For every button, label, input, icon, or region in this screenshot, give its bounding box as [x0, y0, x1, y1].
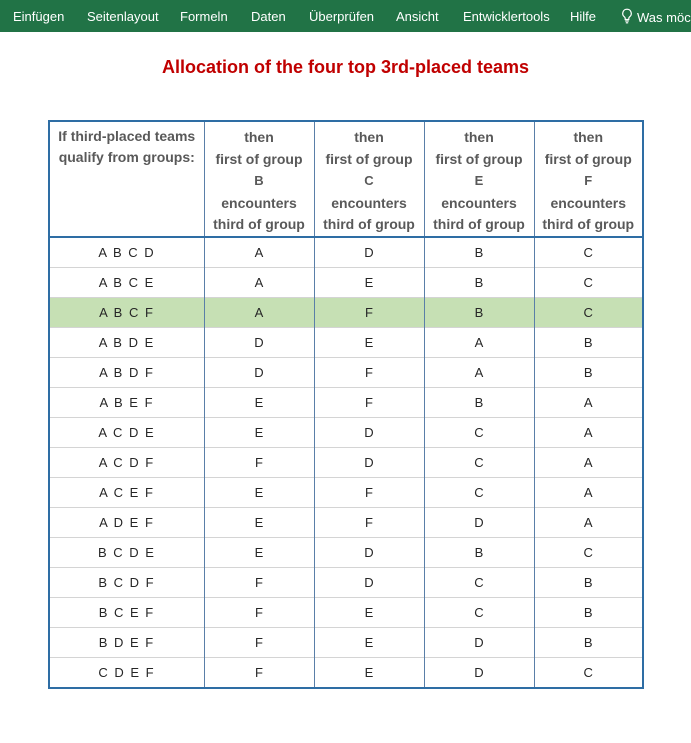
col-f-cell[interactable]: B: [534, 628, 643, 658]
col-f-cell[interactable]: B: [534, 568, 643, 598]
col-b-cell[interactable]: F: [204, 568, 314, 598]
groups-cell[interactable]: A C E F: [49, 478, 204, 508]
col-c-cell[interactable]: D: [314, 448, 424, 478]
header-col-b[interactable]: [204, 121, 314, 237]
groups-cell[interactable]: A B E F: [49, 388, 204, 418]
groups-cell[interactable]: A B D F: [49, 358, 204, 388]
header-first-of-group: first of group: [325, 151, 413, 167]
allocation-table: [48, 120, 644, 689]
groups-cell[interactable]: A D E F: [49, 508, 204, 538]
col-e-cell[interactable]: C: [424, 568, 534, 598]
col-e-cell[interactable]: A: [424, 328, 534, 358]
header-group-letter: C: [364, 173, 374, 188]
col-e-cell[interactable]: C: [424, 418, 534, 448]
col-b-cell[interactable]: E: [204, 388, 314, 418]
table-row: [49, 478, 643, 508]
tab-formeln[interactable]: Formeln: [180, 9, 228, 24]
col-e-cell[interactable]: C: [424, 598, 534, 628]
header-groups[interactable]: [49, 121, 204, 237]
col-e-cell[interactable]: B: [424, 237, 534, 268]
tab-daten[interactable]: Daten: [251, 9, 286, 24]
col-f-cell[interactable]: C: [534, 298, 643, 328]
header-encounters: encounters: [441, 195, 517, 211]
col-b-cell[interactable]: E: [204, 508, 314, 538]
tab-seitenlayout[interactable]: Seitenlayout: [87, 9, 159, 24]
header-then: then: [464, 129, 494, 145]
col-c-cell[interactable]: F: [314, 388, 424, 418]
col-c-cell[interactable]: F: [314, 358, 424, 388]
col-b-cell[interactable]: A: [204, 298, 314, 328]
col-e-cell[interactable]: B: [424, 538, 534, 568]
header-group-letter: E: [474, 173, 484, 188]
header-groups-line2: qualify from groups:: [58, 149, 195, 165]
col-c-cell[interactable]: F: [314, 508, 424, 538]
header-groups-line1: If third-placed teams: [58, 128, 196, 144]
header-col-f[interactable]: [534, 121, 643, 237]
tab-einfuegen[interactable]: Einfügen: [13, 9, 65, 24]
col-e-cell[interactable]: A: [424, 358, 534, 388]
header-encounters: encounters: [550, 195, 626, 211]
table-row: [49, 298, 643, 328]
groups-cell[interactable]: B D E F: [49, 628, 204, 658]
header-then: then: [354, 129, 384, 145]
ribbon-tab-bar: [0, 0, 691, 32]
col-b-cell[interactable]: E: [204, 418, 314, 448]
header-encounters: encounters: [331, 195, 407, 211]
header-first-of-group: first of group: [544, 151, 632, 167]
header-third-of-group: third of group: [323, 216, 415, 232]
col-f-cell[interactable]: B: [534, 328, 643, 358]
col-e-cell[interactable]: D: [424, 658, 534, 689]
col-f-cell[interactable]: A: [534, 388, 643, 418]
groups-cell[interactable]: B C D E: [49, 538, 204, 568]
sheet-title: Allocation of the four top 3rd-placed teams: [161, 57, 530, 77]
groups-cell[interactable]: B C D F: [49, 568, 204, 598]
col-b-cell[interactable]: F: [204, 658, 314, 689]
col-c-cell[interactable]: E: [314, 628, 424, 658]
col-c-cell[interactable]: E: [314, 658, 424, 689]
col-f-cell[interactable]: A: [534, 508, 643, 538]
header-col-c[interactable]: [314, 121, 424, 237]
col-f-cell[interactable]: B: [534, 598, 643, 628]
tab-hilfe[interactable]: Hilfe: [570, 9, 597, 24]
header-encounters: encounters: [221, 195, 297, 211]
col-b-cell[interactable]: E: [204, 538, 314, 568]
table-row: [49, 268, 643, 298]
col-f-cell[interactable]: C: [534, 268, 643, 298]
header-third-of-group: third of group: [213, 216, 305, 232]
groups-cell[interactable]: A C D F: [49, 448, 204, 478]
col-e-cell[interactable]: B: [424, 268, 534, 298]
tell-me-box[interactable]: [621, 8, 691, 25]
header-first-of-group: first of group: [215, 151, 303, 167]
header-col-e[interactable]: [424, 121, 534, 237]
groups-cell[interactable]: A B D E: [49, 328, 204, 358]
col-f-cell[interactable]: C: [534, 538, 643, 568]
table-row: [49, 418, 643, 448]
col-b-cell[interactable]: F: [204, 448, 314, 478]
col-b-cell[interactable]: F: [204, 628, 314, 658]
col-b-cell[interactable]: D: [204, 328, 314, 358]
table-row: [49, 568, 643, 598]
header-then: then: [573, 129, 604, 145]
tell-me-text: Was möc: [637, 10, 691, 25]
col-f-cell[interactable]: B: [534, 358, 643, 388]
col-e-cell[interactable]: D: [424, 508, 534, 538]
header-group-letter: F: [584, 173, 593, 188]
col-e-cell[interactable]: D: [424, 628, 534, 658]
table-row: [49, 388, 643, 418]
col-f-cell[interactable]: A: [534, 478, 643, 508]
lightbulb-icon: [621, 8, 633, 24]
col-c-cell[interactable]: E: [314, 268, 424, 298]
col-b-cell[interactable]: A: [204, 268, 314, 298]
tab-ueberpruefen[interactable]: Überprüfen: [309, 9, 375, 24]
table-row: [49, 628, 643, 658]
col-c-cell[interactable]: E: [314, 328, 424, 358]
header-third-of-group: third of group: [433, 216, 525, 232]
header-row: [49, 121, 643, 237]
table-row: [49, 598, 643, 628]
groups-cell[interactable]: A C D E: [49, 418, 204, 448]
groups-cell[interactable]: C D E F: [49, 658, 204, 689]
col-b-cell[interactable]: F: [204, 598, 314, 628]
tab-ansicht[interactable]: Ansicht: [396, 9, 439, 24]
table-row: [49, 508, 643, 538]
groups-cell[interactable]: B C E F: [49, 598, 204, 628]
col-f-cell[interactable]: C: [534, 658, 643, 689]
groups-cell[interactable]: A B C D: [49, 237, 204, 268]
col-c-cell[interactable]: E: [314, 598, 424, 628]
header-group-letter: B: [254, 173, 264, 188]
col-c-cell[interactable]: D: [314, 568, 424, 598]
col-f-cell[interactable]: A: [534, 448, 643, 478]
col-e-cell[interactable]: C: [424, 448, 534, 478]
col-e-cell[interactable]: C: [424, 478, 534, 508]
table-row: [49, 448, 643, 478]
col-c-cell[interactable]: F: [314, 478, 424, 508]
header-third-of-group: third of group: [542, 216, 635, 232]
col-f-cell[interactable]: C: [583, 245, 593, 260]
table-row: [49, 237, 643, 268]
groups-cell[interactable]: A B C F: [49, 298, 204, 328]
col-c-cell[interactable]: D: [314, 418, 424, 448]
col-e-cell[interactable]: B: [424, 388, 534, 418]
tab-entwicklertools[interactable]: Entwicklertools: [463, 9, 550, 24]
table-row: [49, 538, 643, 568]
col-b-cell[interactable]: E: [204, 478, 314, 508]
col-f-cell[interactable]: A: [534, 418, 643, 448]
col-e-cell[interactable]: B: [424, 298, 534, 328]
col-c-cell[interactable]: D: [314, 237, 424, 268]
col-c-cell[interactable]: D: [314, 538, 424, 568]
groups-cell[interactable]: A B C E: [49, 268, 204, 298]
col-b-cell[interactable]: A: [204, 237, 314, 268]
col-c-cell[interactable]: F: [314, 298, 424, 328]
table-row: [49, 658, 643, 689]
table-body: [49, 237, 643, 688]
col-b-cell[interactable]: D: [204, 358, 314, 388]
header-first-of-group: first of group: [435, 151, 523, 167]
table-row: [49, 358, 643, 388]
header-then: then: [244, 129, 274, 145]
table-row: [49, 328, 643, 358]
